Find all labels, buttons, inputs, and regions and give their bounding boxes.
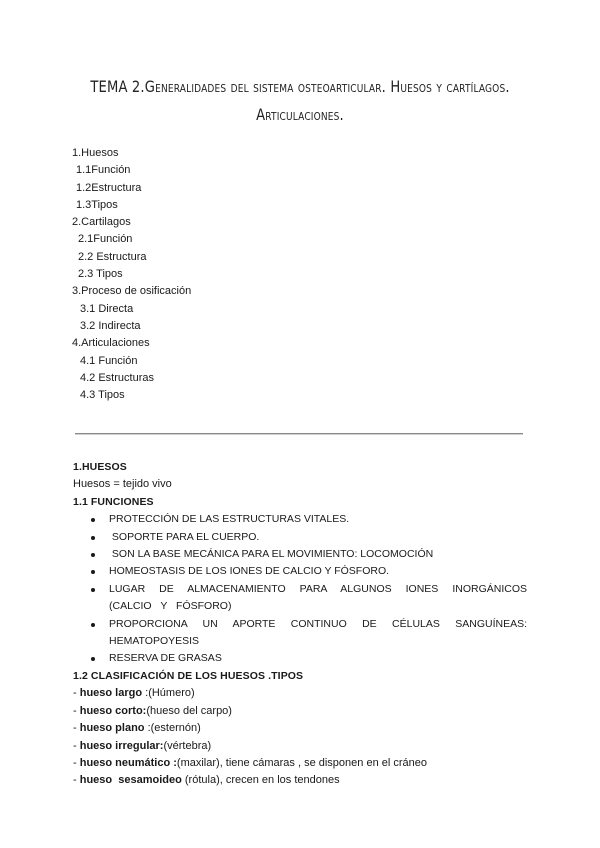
table-of-contents bbox=[72, 145, 191, 404]
toc-item: 1.3Tipos bbox=[76, 198, 118, 211]
toc-item: 2.Cartilagos bbox=[72, 216, 131, 229]
bullet-icon bbox=[91, 657, 95, 661]
list-item: PROTECCIÓN DE LAS ESTRUCTURAS VITALES. bbox=[91, 511, 527, 528]
toc-item: 1.2Estructura bbox=[76, 181, 142, 194]
toc-item: 1.Huesos bbox=[72, 147, 119, 159]
toc-item: 4.Articulaciones bbox=[72, 337, 150, 350]
toc-item: 2.1Función bbox=[78, 233, 133, 246]
bone-type-row: - hueso largo :(Húmero) bbox=[73, 687, 195, 700]
bone-type-term: hueso largo bbox=[79, 687, 143, 700]
bone-type-term: hueso plano bbox=[79, 722, 145, 735]
toc-item: 2.2 Estructura bbox=[78, 250, 147, 263]
toc-item: 3.2 Indirecta bbox=[80, 319, 141, 332]
bone-type-row: - hueso sesamoideo (rótula), crecen en los tendones bbox=[73, 774, 340, 787]
functions-list bbox=[73, 511, 527, 668]
list-item: HOMEOSTASIS DE LOS IONES DE CALCIO Y FÓSFORO. bbox=[91, 563, 527, 580]
bone-type-term: hueso neumático : bbox=[79, 756, 177, 769]
toc-item: 4.3 Tipos bbox=[80, 389, 125, 402]
section-huesos bbox=[73, 459, 527, 790]
bone-type-term: hueso irregular: bbox=[79, 739, 164, 752]
toc-item: 4.1 Función bbox=[80, 354, 138, 367]
bullet-icon bbox=[91, 588, 95, 592]
bullet-icon bbox=[91, 553, 95, 557]
bullet-icon bbox=[91, 623, 95, 627]
list-item: RESERVA DE GRASAS bbox=[91, 650, 527, 667]
intro-text: Huesos = tejido vivo bbox=[73, 478, 172, 491]
document-title-line-2: Articulaciones. bbox=[256, 105, 344, 124]
toc-item: 3.1 Directa bbox=[80, 302, 134, 315]
bullet-icon bbox=[91, 536, 95, 540]
section-heading: 1.HUESOS bbox=[73, 461, 127, 473]
list-item: PROPORCIONA UN APORTE CONTINUO DE CÉLULAS SANGUÍNEAS: HEMATOPOYESIS bbox=[91, 616, 527, 651]
toc-item: 2.3 Tipos bbox=[78, 268, 123, 281]
bone-type-row: - hueso plano :(esternón) bbox=[73, 722, 201, 735]
list-item: SON LA BASE MECÁNICA PARA EL MOVIMIENTO: LOCOMOCIÓN bbox=[91, 546, 527, 563]
toc-item: 4.2 Estructuras bbox=[80, 371, 154, 384]
bone-type-term: hueso corto: bbox=[79, 704, 147, 717]
toc-item: 1.1Función bbox=[76, 164, 131, 177]
bone-type-term: hueso sesamoideo bbox=[79, 774, 182, 787]
bone-type-row: - hueso corto:(hueso del carpo) bbox=[73, 704, 232, 717]
list-item: LUGAR DE ALMACENAMIENTO PARA ALGUNOS IONES INORGÁNICOS (CALCIO Y FÓSFORO) bbox=[91, 581, 527, 616]
bullet-icon bbox=[91, 518, 95, 522]
document-title-line-1: TEMA 2.Generalidades del sistema osteoarticular. Huesos y cartílagos. bbox=[90, 77, 510, 96]
horizontal-rule bbox=[75, 433, 523, 435]
toc-item: 3.Proceso de osificación bbox=[72, 285, 192, 298]
subsection-heading-tipos: 1.2 CLASIFICACIÓN DE LOS HUESOS .TIPOS bbox=[73, 669, 304, 682]
bone-type-row: - hueso irregular:(vértebra) bbox=[73, 739, 212, 752]
subsection-heading-funciones: 1.1 FUNCIONES bbox=[73, 495, 154, 508]
list-item: SOPORTE PARA EL CUERPO. bbox=[91, 529, 527, 546]
bone-type-row: - hueso neumático :(maxilar), tiene cámaras , se disponen en el cráneo bbox=[73, 756, 427, 769]
bullet-icon bbox=[91, 570, 95, 574]
